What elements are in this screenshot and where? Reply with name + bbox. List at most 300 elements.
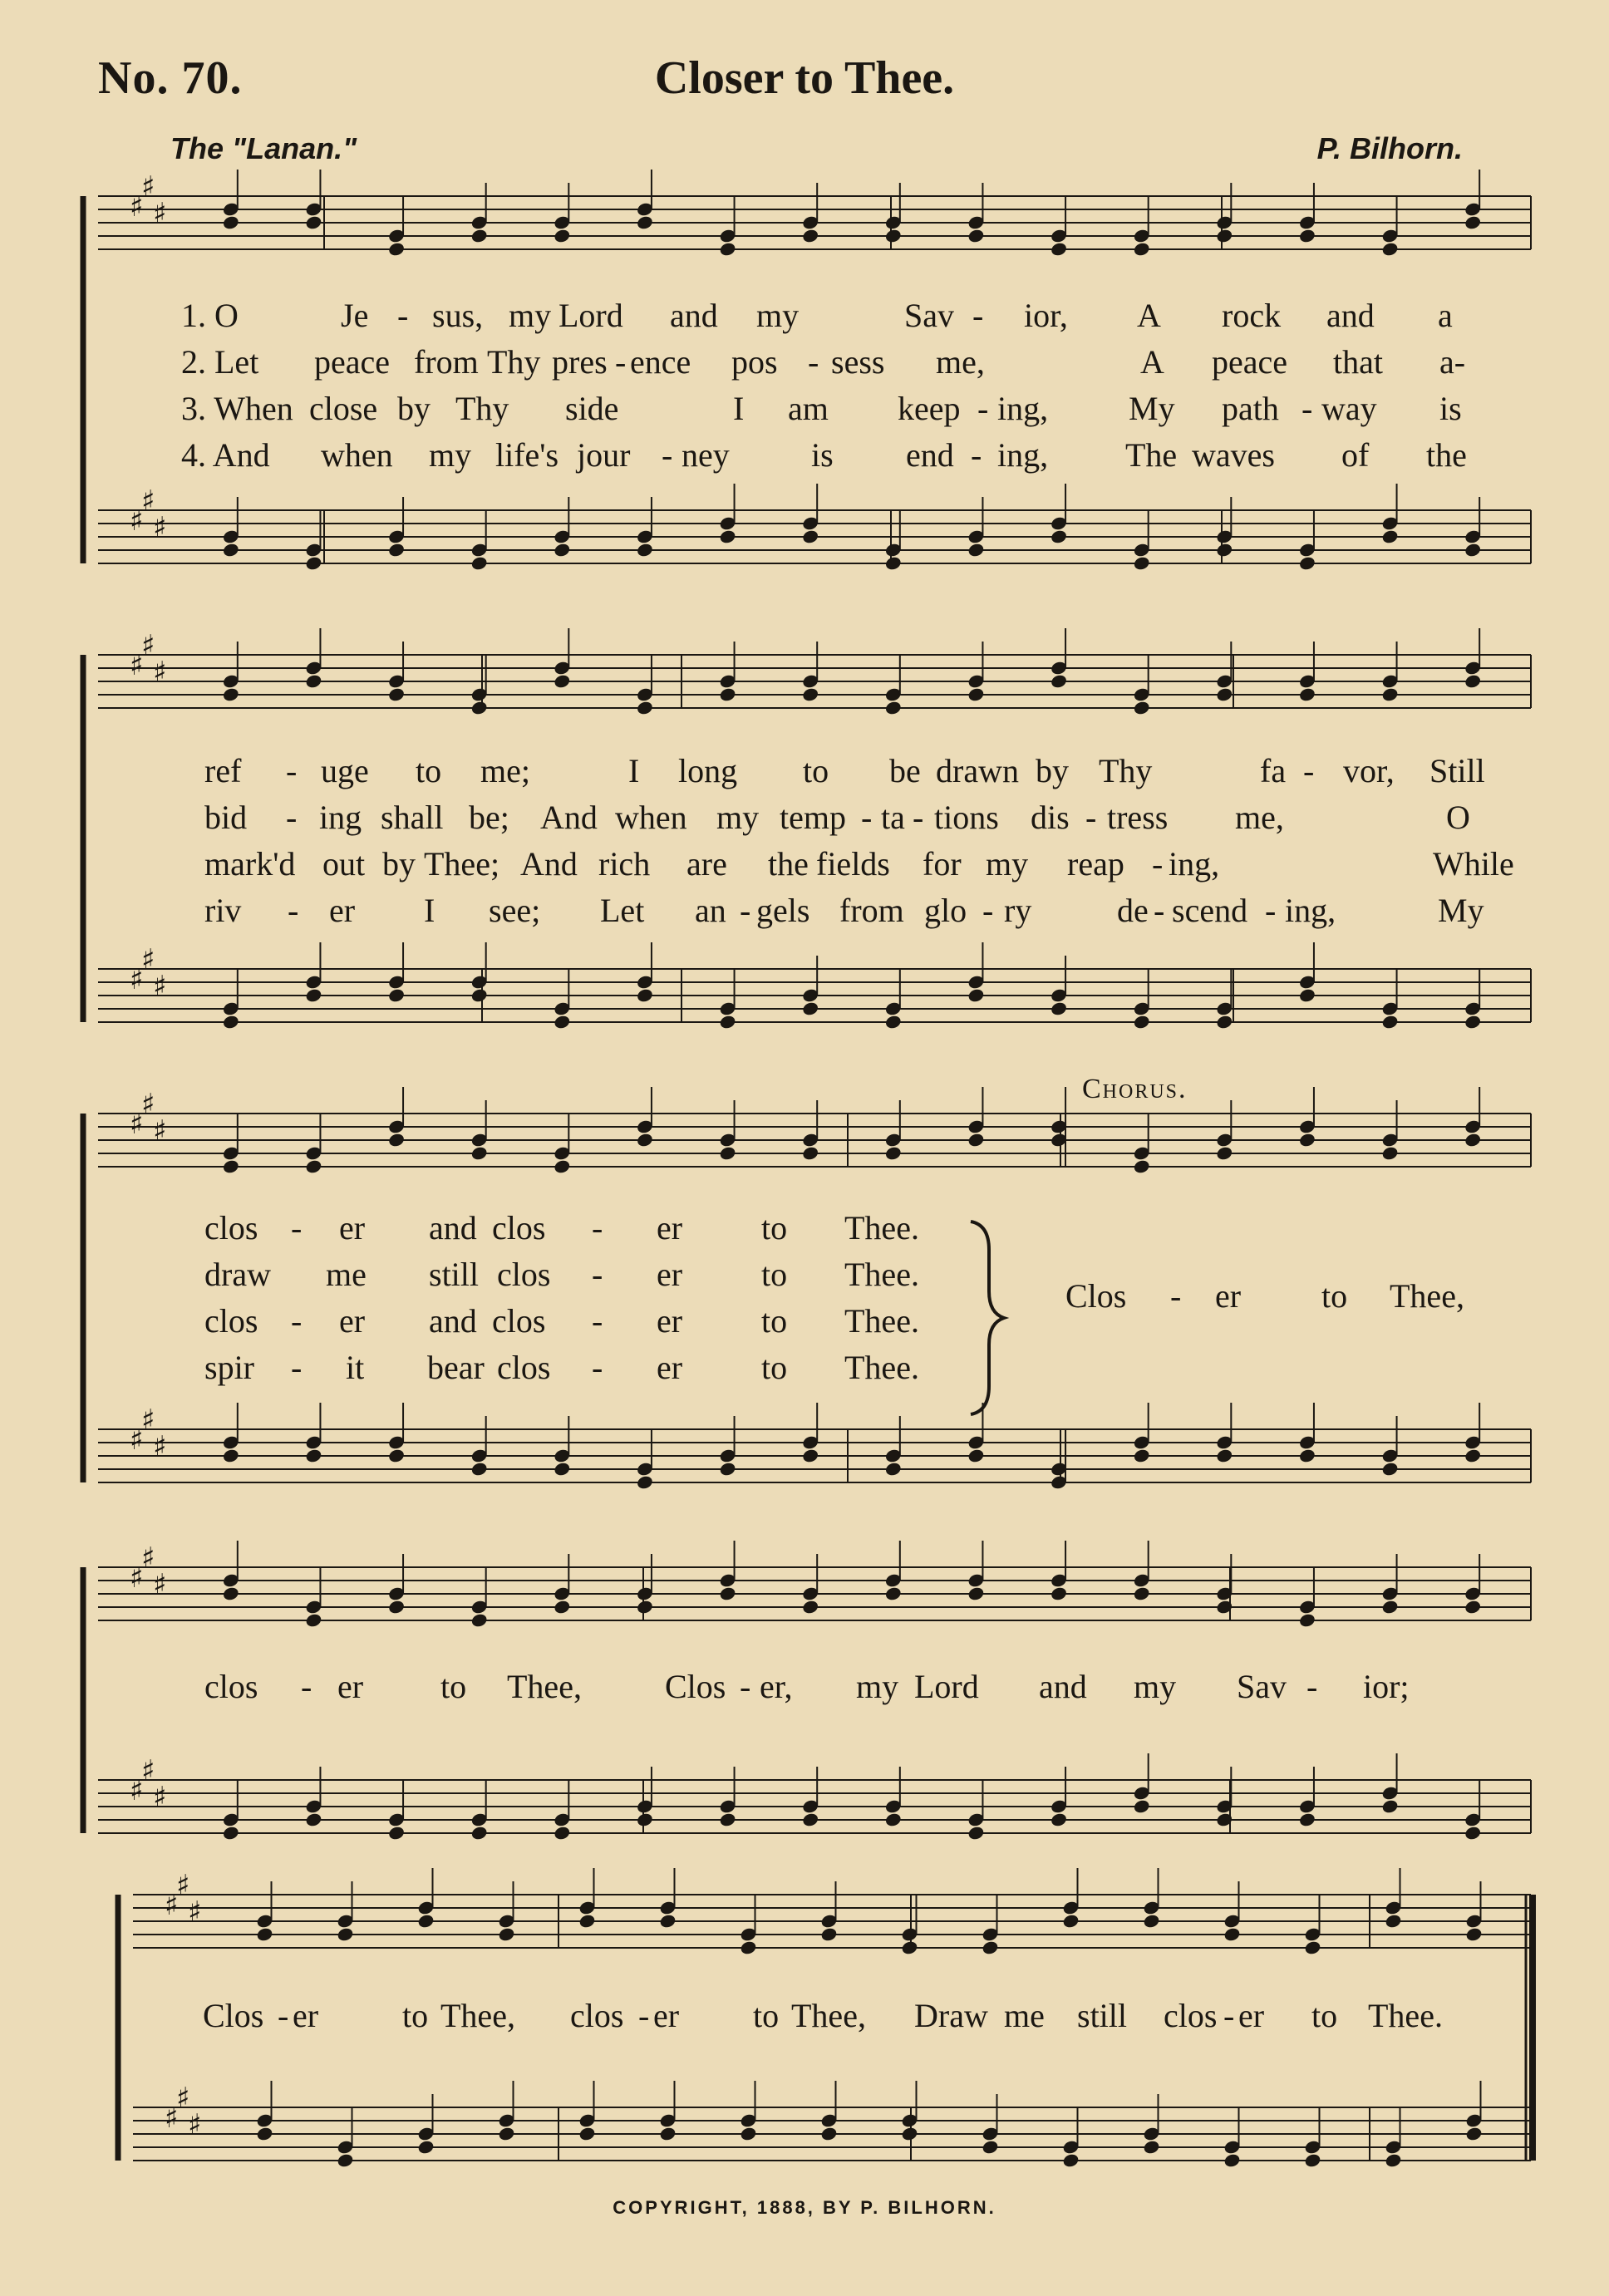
lyric-word: Thee, (507, 1668, 582, 1705)
note-head (967, 1825, 986, 1841)
lyric-word: glo (924, 892, 967, 929)
note-head (1050, 241, 1068, 257)
lyric-word: ence (630, 343, 691, 381)
note-head (636, 987, 654, 1003)
lyric-word: scend (1172, 892, 1248, 929)
lyric-word: Thee. (844, 1209, 919, 1246)
lyric-word: be (889, 752, 921, 789)
lyric-line (0, 844, 1609, 889)
sharp-sign: ♯ (153, 511, 167, 544)
note-head (719, 241, 737, 257)
note-head (1062, 2152, 1080, 2168)
lyric-word: my (756, 297, 800, 334)
lyric-word: to (753, 1997, 780, 2034)
note-head (801, 1599, 819, 1615)
note-head (901, 1940, 919, 1955)
chorus-label: Chorus. (1082, 1074, 1188, 1104)
note-head (470, 700, 489, 715)
note-head (1381, 1461, 1400, 1477)
lyric-word: me (326, 1256, 367, 1293)
note-head (470, 1145, 489, 1161)
lyric-word: pos (731, 343, 778, 381)
lyric-word: mark'd (204, 845, 296, 883)
composer-name: P. Bilhorn. (1316, 131, 1463, 165)
note-head (1381, 1798, 1400, 1814)
lyric-word: - (638, 1997, 650, 2034)
lyric-word: my (509, 297, 552, 334)
lyric-word: to (761, 1256, 788, 1293)
lyric-word: - (1152, 845, 1164, 883)
lyric-word: - (286, 799, 298, 836)
lyric-word: ing, (1169, 845, 1220, 883)
lyric-line (0, 342, 1609, 387)
lyric-line (0, 1208, 1609, 1253)
lyric-line (0, 891, 1609, 936)
note-head (1464, 1014, 1482, 1030)
lyric-word: - (861, 799, 873, 836)
note-head (1223, 2152, 1242, 2168)
lyric-word: to (761, 1209, 788, 1246)
note-head (719, 1586, 737, 1601)
note-head (470, 555, 489, 571)
lyric-word: Thee, (791, 1997, 866, 2034)
lyric-word: - (808, 343, 819, 381)
lyric-word: of (1341, 436, 1370, 474)
note-head (1050, 673, 1068, 689)
lyric-word: ref (204, 752, 242, 789)
note-head (1133, 1448, 1151, 1463)
lyric-word: bid (204, 799, 248, 836)
sharp-sign: ♯ (130, 190, 144, 224)
note-head (222, 1014, 240, 1030)
note-head (1298, 686, 1316, 702)
lyric-word: pres (552, 343, 608, 381)
lyric-word: Thy (455, 390, 509, 427)
lyric-line (0, 296, 1609, 341)
lyric-word: am (788, 390, 829, 427)
note-head (820, 1926, 839, 1942)
lyric-word: - (291, 1349, 303, 1386)
note-head (967, 686, 986, 702)
note-head (884, 1014, 903, 1030)
lyric-word: ior, (1024, 297, 1068, 334)
lyric-word: my (986, 845, 1029, 883)
lyric-word: - (1303, 752, 1315, 789)
lyric-word: - (301, 1668, 312, 1705)
note-head (222, 1158, 240, 1174)
lyric-word: still (1077, 1997, 1128, 2034)
note-head (553, 542, 571, 558)
lyric-word: - (1265, 892, 1277, 929)
note-head (659, 1913, 677, 1929)
lyric-word: peace (1212, 343, 1288, 381)
note-head (305, 214, 323, 230)
note-head (740, 1940, 758, 1955)
lyric-word: er (337, 1668, 364, 1705)
lyric-line (0, 389, 1609, 434)
note-head (884, 1145, 903, 1161)
lyric-word: er (653, 1997, 680, 2034)
note-head (719, 1812, 737, 1827)
lyric-word: temp (780, 799, 846, 836)
lyric-word: fields (816, 845, 890, 883)
note-head (222, 542, 240, 558)
note-head (305, 555, 323, 571)
note-head (387, 987, 406, 1003)
lyric-word: gels (756, 892, 810, 929)
lyric-word: and (429, 1209, 477, 1246)
lyric-word: rock (1222, 297, 1282, 334)
sharp-sign: ♯ (165, 2102, 179, 2135)
sharp-sign: ♯ (141, 1088, 155, 1121)
lyric-word: clos (204, 1302, 258, 1340)
lyric-word: clos (497, 1256, 551, 1293)
lyric-word: er (657, 1209, 683, 1246)
lyric-word: to (761, 1349, 788, 1386)
tune-name: The "Lanan." (170, 131, 357, 165)
note-head (1215, 228, 1233, 243)
note-head (1215, 686, 1233, 702)
lyric-word: Sav (1237, 1668, 1287, 1705)
note-head (1464, 1448, 1482, 1463)
note-head (1385, 2152, 1403, 2168)
note-head (578, 1913, 597, 1929)
lyric-word: Clos (203, 1997, 264, 2034)
lyric-line (0, 435, 1609, 480)
lyric-word: Thee, (1390, 1277, 1464, 1315)
lyric-word: keep (898, 390, 961, 427)
lyric-word: ing, (997, 436, 1049, 474)
note-head (470, 1461, 489, 1477)
lyric-word: when (615, 799, 687, 836)
lyric-word: fa (1260, 752, 1287, 789)
lyric-word: The (1125, 436, 1178, 474)
lyric-word: - (592, 1349, 603, 1386)
lyric-line (0, 1348, 1609, 1393)
lyric-word: er (339, 1209, 366, 1246)
note-head (387, 1825, 406, 1841)
note-head (967, 1132, 986, 1148)
lyric-word: the (768, 845, 809, 883)
lyric-word: - (278, 1997, 289, 2034)
sharp-sign: ♯ (153, 1781, 167, 1814)
lyric-word: - (662, 436, 673, 474)
lyric-word: to (761, 1302, 788, 1340)
note-head (967, 542, 986, 558)
lyric-word: ing, (997, 390, 1049, 427)
note-head (1298, 228, 1316, 243)
note-head (498, 1926, 516, 1942)
sharp-sign: ♯ (130, 649, 144, 682)
lyric-word: still (429, 1256, 480, 1293)
note-head (553, 1599, 571, 1615)
lyric-word: Draw (914, 1997, 988, 2034)
lyric-line (0, 798, 1609, 843)
sharp-sign: ♯ (188, 2108, 202, 2141)
sharp-sign: ♯ (188, 1895, 202, 1929)
note-head (884, 700, 903, 715)
hymn-title: Closer to Thee. (654, 52, 955, 104)
lyric-word: Still (1429, 752, 1485, 789)
lyric-word: er, (760, 1668, 793, 1705)
note-head (636, 1474, 654, 1490)
lyric-word: my (856, 1668, 899, 1705)
note-head (387, 1448, 406, 1463)
sharp-sign: ♯ (141, 1541, 155, 1575)
note-head (553, 1461, 571, 1477)
note-head (387, 1132, 406, 1148)
sharp-sign: ♯ (153, 970, 167, 1003)
note-head (470, 228, 489, 243)
note-head (1215, 1145, 1233, 1161)
lyric-word: an (695, 892, 726, 929)
lyric-word: I (628, 752, 640, 789)
note-head (801, 1001, 819, 1016)
lyric-word: - (286, 752, 298, 789)
note-head (1465, 1926, 1484, 1942)
lyric-word: spir (204, 1349, 254, 1386)
note-head (1465, 2126, 1484, 2141)
lyric-word: end (906, 436, 954, 474)
note-head (1381, 1014, 1400, 1030)
lyric-word: are (686, 845, 727, 883)
note-head (1133, 700, 1151, 715)
lyric-word: me, (1235, 799, 1284, 836)
lyric-word: close (309, 390, 378, 427)
lyric-word: - (592, 1302, 603, 1340)
lyric-word: While (1433, 845, 1514, 883)
lyric-word: - (592, 1256, 603, 1293)
lyric-word: - (740, 1668, 751, 1705)
lyric-word: rich (598, 845, 651, 883)
note-head (719, 686, 737, 702)
lyric-word: - (913, 799, 924, 836)
lyric-word: My (1129, 390, 1175, 427)
note-head (659, 2126, 677, 2141)
lyric-word: to (1311, 1997, 1338, 2034)
note-head (1298, 1612, 1316, 1628)
lyric-word: vor, (1343, 752, 1395, 789)
sharp-sign: ♯ (141, 1404, 155, 1437)
lyric-word: by (397, 390, 431, 427)
note-head (1464, 1132, 1482, 1148)
note-head (982, 1940, 1000, 1955)
sharp-sign: ♯ (176, 2082, 190, 2115)
lyric-word: - (615, 343, 627, 381)
lyric-word: 1. O (181, 297, 239, 334)
sharp-sign: ♯ (130, 1108, 144, 1141)
lyric-word: - (397, 297, 409, 334)
lyric-word: clos (570, 1997, 624, 2034)
lyric-word: my (429, 436, 472, 474)
sharp-sign: ♯ (165, 1889, 179, 1922)
lyric-word: Thee. (1368, 1997, 1443, 2034)
lyric-word: de (1117, 892, 1149, 929)
note-head (636, 1599, 654, 1615)
note-head (801, 1145, 819, 1161)
lyric-word: the (1426, 436, 1467, 474)
sharp-sign: ♯ (153, 197, 167, 230)
note-head (1464, 1825, 1482, 1841)
note-head (222, 1825, 240, 1841)
note-head (1298, 1448, 1316, 1463)
note-head (1133, 1586, 1151, 1601)
lyric-word: - (982, 892, 994, 929)
lyric-word: - (977, 390, 989, 427)
lyric-word: clos (204, 1668, 258, 1705)
note-head (387, 1599, 406, 1615)
lyric-word: er (657, 1302, 683, 1340)
sharp-sign: ♯ (130, 1423, 144, 1457)
note-head (719, 1014, 737, 1030)
lyric-word: it (346, 1349, 365, 1386)
lyric-word: er (339, 1302, 366, 1340)
note-head (1381, 529, 1400, 544)
lyric-word: path (1222, 390, 1279, 427)
note-head (636, 1812, 654, 1827)
lyric-word: 4. And (181, 436, 270, 474)
lyric-word: by (382, 845, 416, 883)
lyric-word: Thee, (440, 1997, 515, 2034)
note-head (337, 2152, 355, 2168)
lyric-word: I (733, 390, 745, 427)
sharp-sign: ♯ (141, 170, 155, 204)
lyric-word: - (1154, 892, 1165, 929)
sharp-sign: ♯ (153, 1114, 167, 1148)
lyric-word: my (1134, 1668, 1177, 1705)
lyric-word: - (971, 436, 982, 474)
lyric-word: sess (831, 343, 885, 381)
lyric-word: Clos (1065, 1277, 1127, 1315)
note-head (417, 2139, 435, 2155)
lyric-word: A (1140, 343, 1164, 381)
lyric-word: from (839, 892, 904, 929)
note-head (801, 1448, 819, 1463)
lyric-word: ry (1004, 892, 1032, 929)
note-head (553, 673, 571, 689)
lyric-line (0, 751, 1609, 796)
sharp-sign: ♯ (130, 1561, 144, 1595)
note-head (417, 1913, 435, 1929)
sharp-sign: ♯ (141, 1754, 155, 1787)
lyric-word: - (592, 1209, 603, 1246)
lyric-word: Je (341, 297, 369, 334)
lyric-word: side (565, 390, 619, 427)
note-head (636, 700, 654, 715)
note-head (1215, 542, 1233, 558)
note-head (553, 1825, 571, 1841)
lyric-word: a- (1439, 343, 1466, 381)
note-head (967, 1586, 986, 1601)
lyric-word: Thee. (844, 1349, 919, 1386)
note-head (256, 1926, 274, 1942)
note-head (719, 1145, 737, 1161)
lyric-word: be; (469, 799, 509, 836)
lyric-word: to (803, 752, 829, 789)
lyric-word: is (1439, 390, 1462, 427)
note-head (1298, 1132, 1316, 1148)
lyric-word: - (288, 892, 299, 929)
chorus-lyric-line (0, 1667, 1609, 1712)
note-head (305, 1612, 323, 1628)
lyric-word: waves (1192, 436, 1275, 474)
lyric-word: bear (427, 1349, 485, 1386)
note-head (884, 1461, 903, 1477)
lyric-word: - (1306, 1668, 1318, 1705)
sharp-sign: ♯ (176, 1869, 190, 1902)
note-head (470, 1612, 489, 1628)
note-head (982, 2139, 1000, 2155)
note-head (498, 2126, 516, 2141)
lyric-word: clos (497, 1349, 551, 1386)
lyric-word: ing, (1285, 892, 1336, 929)
note-head (967, 1448, 986, 1463)
lyric-word: me, (936, 343, 985, 381)
note-head (901, 2126, 919, 2141)
note-head (801, 1812, 819, 1827)
lyric-word: - (1301, 390, 1313, 427)
note-head (884, 1812, 903, 1827)
sharp-sign: ♯ (141, 943, 155, 976)
lyric-word: Clos (665, 1668, 726, 1705)
note-head (1304, 2152, 1322, 2168)
note-head (636, 542, 654, 558)
note-head (967, 987, 986, 1003)
lyric-word: and (670, 297, 718, 334)
sharp-sign: ♯ (141, 484, 155, 518)
note-head (1304, 1940, 1322, 1955)
note-head (1298, 987, 1316, 1003)
sharp-sign: ♯ (153, 1430, 167, 1463)
lyric-word: to (1321, 1277, 1348, 1315)
lyric-word: er (293, 1997, 319, 2034)
lyric-word: ing (319, 799, 362, 836)
sharp-sign: ♯ (130, 963, 144, 996)
note-head (1223, 1926, 1242, 1942)
lyric-word: see; (489, 892, 541, 929)
note-head (222, 1448, 240, 1463)
lyric-word: clos (492, 1209, 546, 1246)
lyric-word: uge (321, 752, 369, 789)
lyric-word: draw (204, 1256, 271, 1293)
lyric-word: and (429, 1302, 477, 1340)
sharp-sign: ♯ (141, 629, 155, 662)
note-head (305, 1448, 323, 1463)
lyric-word: for (923, 845, 962, 883)
lyric-word: to (416, 752, 442, 789)
note-head (222, 214, 240, 230)
note-head (1133, 555, 1151, 571)
lyric-word: and (1326, 297, 1375, 334)
note-head (1062, 1913, 1080, 1929)
note-head (387, 686, 406, 702)
lyric-word: a (1438, 297, 1453, 334)
lyric-word: Thy (487, 343, 541, 381)
lyric-word: long (678, 752, 738, 789)
note-head (719, 1461, 737, 1477)
lyric-word: Lord (914, 1668, 979, 1705)
note-head (387, 542, 406, 558)
lyric-word: And (540, 799, 598, 836)
lyric-word: my (716, 799, 760, 836)
lyric-word: I (424, 892, 435, 929)
sharp-sign: ♯ (153, 656, 167, 689)
copyright-notice: COPYRIGHT, 1888, BY P. BILHORN. (613, 2197, 996, 2218)
note-head (1050, 1586, 1068, 1601)
lyric-word: tions (934, 799, 999, 836)
lyric-word: My (1438, 892, 1484, 929)
note-head (884, 1586, 903, 1601)
